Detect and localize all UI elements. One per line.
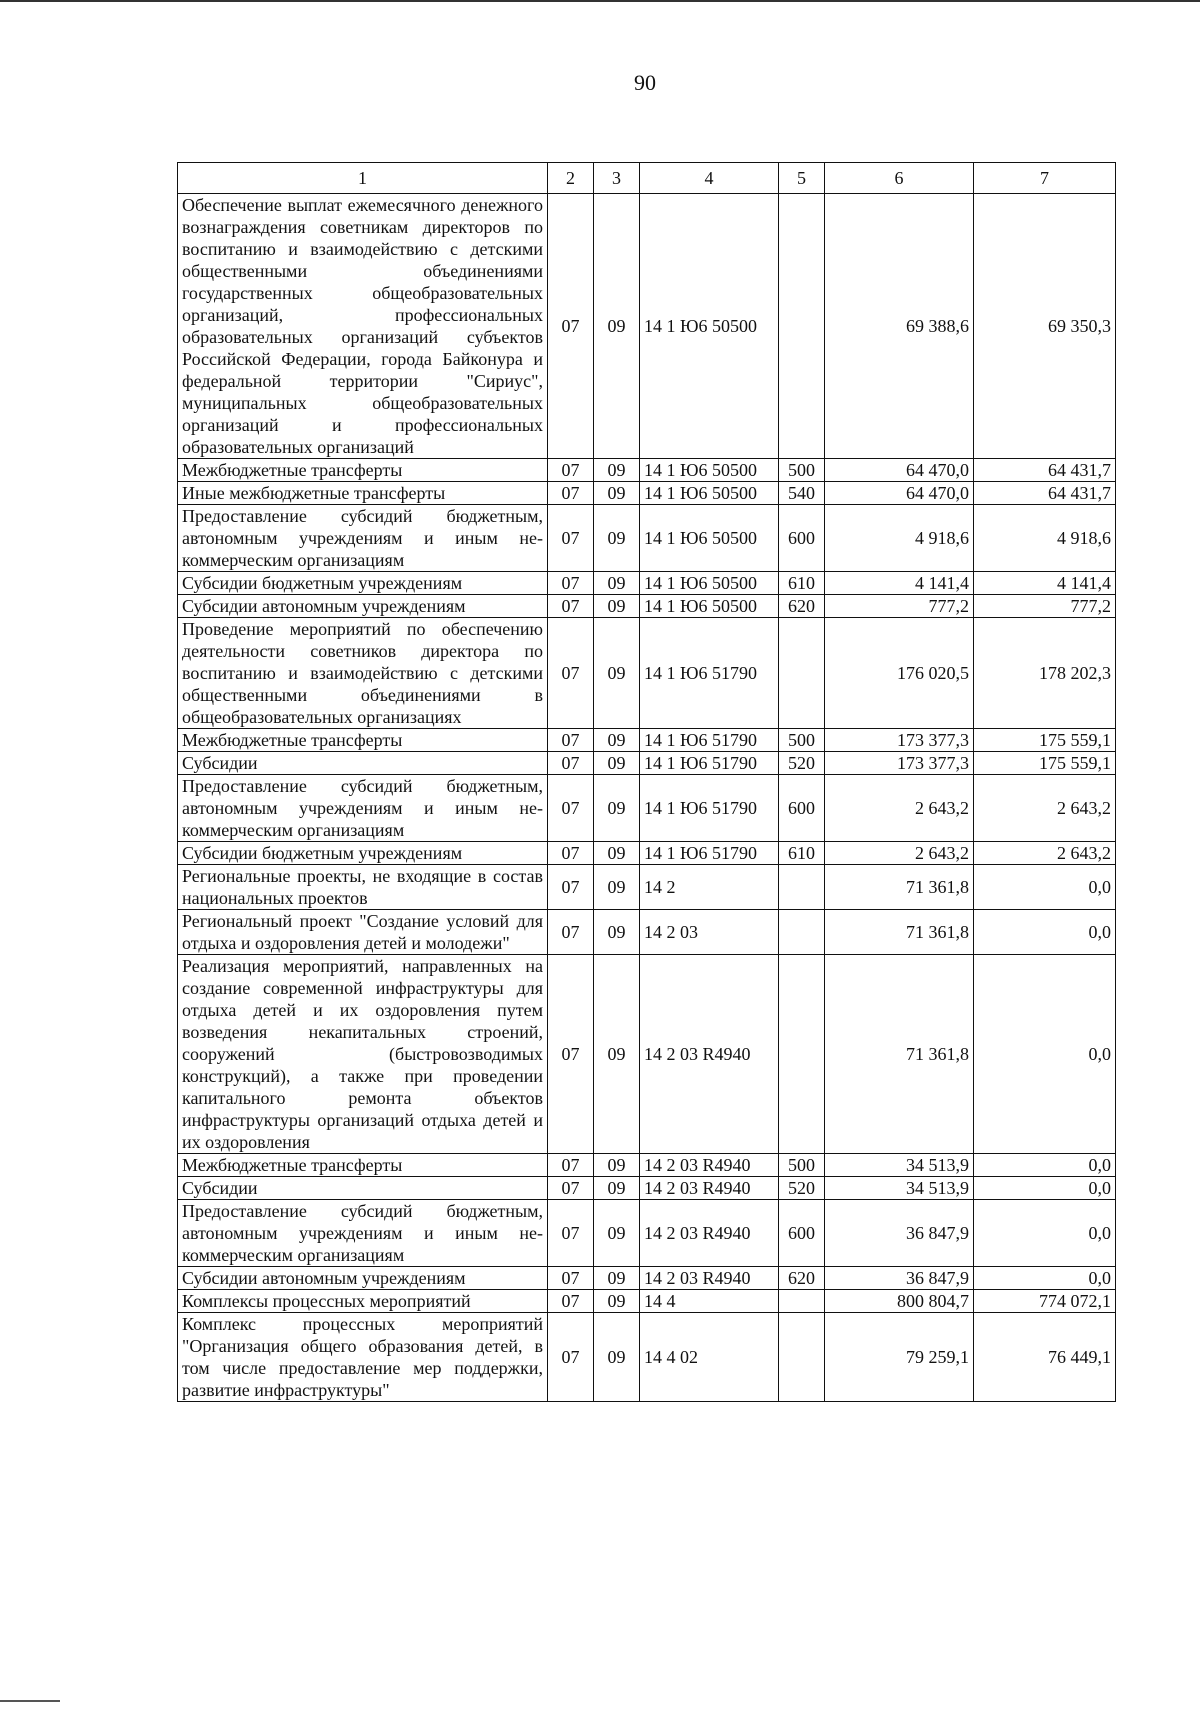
subsection-code-cell: 09 xyxy=(594,1290,640,1313)
row-name-cell: Межбюджетные трансферты xyxy=(178,459,548,482)
expense-type-cell: 520 xyxy=(779,1177,825,1200)
target-article-cell: 14 1 Ю6 51790 xyxy=(640,752,779,775)
row-name-cell: Предоставление субсидий бюджетным, автономным учреждениям и иным некоммерческим организациям xyxy=(178,775,548,842)
row-name-cell: Субсидии автономным учреждениям xyxy=(178,595,548,618)
amount-col7-cell: 175 559,1 xyxy=(974,729,1116,752)
row-name-cell: Обеспечение выплат ежемесячного денежного вознаграждения советникам директоров по воспитанию и взаимодействию с детскими общественными объединениями государственных общеобразовательных организаций, профессиональных образовательных организаций субъектов Российской Федерации, города Байконура и федеральной территории "Сириус", муниципальных общеобразовательных организаций и профессиональных образовательных организаций xyxy=(178,194,548,459)
subsection-code-cell: 09 xyxy=(594,955,640,1154)
target-article-cell: 14 1 Ю6 50500 xyxy=(640,572,779,595)
amount-col6-cell: 36 847,9 xyxy=(825,1267,974,1290)
amount-col6-cell: 173 377,3 xyxy=(825,729,974,752)
table-row xyxy=(178,1290,1116,1313)
subsection-code-cell: 09 xyxy=(594,194,640,459)
budget-table xyxy=(177,162,1116,1402)
row-name-cell: Комплекс процессных мероприятий "Организация общего образования детей, в том числе предоставление мер поддержки, развитие инфраструктуры" xyxy=(178,1313,548,1402)
section-code-cell: 07 xyxy=(548,595,594,618)
header-col-2: 2 xyxy=(548,163,594,194)
section-code-cell: 07 xyxy=(548,1290,594,1313)
expense-type-cell: 600 xyxy=(779,1200,825,1267)
table-row xyxy=(178,729,1116,752)
target-article-cell: 14 4 02 xyxy=(640,1313,779,1402)
subsection-code-cell: 09 xyxy=(594,505,640,572)
subsection-code-cell: 09 xyxy=(594,1267,640,1290)
section-code-cell: 07 xyxy=(548,955,594,1154)
subsection-code-cell: 09 xyxy=(594,618,640,729)
subsection-code-cell: 09 xyxy=(594,865,640,910)
header-col-5: 5 xyxy=(779,163,825,194)
amount-col6-cell: 64 470,0 xyxy=(825,482,974,505)
amount-col7-cell: 2 643,2 xyxy=(974,842,1116,865)
subsection-code-cell: 09 xyxy=(594,910,640,955)
expense-type-cell: 520 xyxy=(779,752,825,775)
expense-type-cell xyxy=(779,955,825,1154)
amount-col7-cell: 0,0 xyxy=(974,1267,1116,1290)
subsection-code-cell: 09 xyxy=(594,459,640,482)
target-article-cell: 14 2 03 R4940 xyxy=(640,1200,779,1267)
amount-col6-cell: 777,2 xyxy=(825,595,974,618)
expense-type-cell xyxy=(779,865,825,910)
table-row xyxy=(178,1267,1116,1290)
row-name-cell: Проведение мероприятий по обеспечению деятельности советников директора по воспитанию и взаимодействию с детскими общественными объединениями в общеобразовательных организациях xyxy=(178,618,548,729)
table-row xyxy=(178,572,1116,595)
row-name-cell: Субсидии бюджетным учреждениям xyxy=(178,572,548,595)
row-name-cell: Иные межбюджетные трансферты xyxy=(178,482,548,505)
row-name-cell: Субсидии автономным учреждениям xyxy=(178,1267,548,1290)
target-article-cell: 14 1 Ю6 50500 xyxy=(640,505,779,572)
section-code-cell: 07 xyxy=(548,842,594,865)
amount-col7-cell: 0,0 xyxy=(974,1200,1116,1267)
amount-col7-cell: 4 918,6 xyxy=(974,505,1116,572)
row-name-cell: Субсидии xyxy=(178,752,548,775)
amount-col6-cell: 79 259,1 xyxy=(825,1313,974,1402)
section-code-cell: 07 xyxy=(548,482,594,505)
table-row xyxy=(178,482,1116,505)
expense-type-cell: 620 xyxy=(779,595,825,618)
header-row xyxy=(178,163,1116,194)
amount-col6-cell: 2 643,2 xyxy=(825,842,974,865)
expense-type-cell: 610 xyxy=(779,572,825,595)
target-article-cell: 14 2 03 R4940 xyxy=(640,1154,779,1177)
section-code-cell: 07 xyxy=(548,910,594,955)
expense-type-cell xyxy=(779,1290,825,1313)
target-article-cell: 14 1 Ю6 50500 xyxy=(640,459,779,482)
section-code-cell: 07 xyxy=(548,618,594,729)
row-name-cell: Реализация мероприятий, направленных на создание современной инфраструктуры для отдыха детей и их оздоровления путем возведения некапитальных строений, сооружений (быстровозводимых конструкций), а также при проведении капитального ремонта объектов инфраструктуры организаций отдыха детей и их оздоровления xyxy=(178,955,548,1154)
expense-type-cell: 500 xyxy=(779,729,825,752)
table-row xyxy=(178,842,1116,865)
amount-col6-cell: 2 643,2 xyxy=(825,775,974,842)
table-row xyxy=(178,865,1116,910)
amount-col7-cell: 777,2 xyxy=(974,595,1116,618)
expense-type-cell: 500 xyxy=(779,1154,825,1177)
amount-col6-cell: 4 918,6 xyxy=(825,505,974,572)
table-header xyxy=(178,163,1116,194)
target-article-cell: 14 1 Ю6 51790 xyxy=(640,842,779,865)
amount-col6-cell: 71 361,8 xyxy=(825,865,974,910)
amount-col7-cell: 76 449,1 xyxy=(974,1313,1116,1402)
expense-type-cell: 500 xyxy=(779,459,825,482)
amount-col6-cell: 64 470,0 xyxy=(825,459,974,482)
subsection-code-cell: 09 xyxy=(594,482,640,505)
target-article-cell: 14 1 Ю6 51790 xyxy=(640,775,779,842)
table-row xyxy=(178,459,1116,482)
subsection-code-cell: 09 xyxy=(594,1200,640,1267)
header-col-6: 6 xyxy=(825,163,974,194)
table-row xyxy=(178,1177,1116,1200)
row-name-cell: Региональные проекты, не входящие в состав национальных проектов xyxy=(178,865,548,910)
amount-col6-cell: 34 513,9 xyxy=(825,1177,974,1200)
table-row xyxy=(178,618,1116,729)
section-code-cell: 07 xyxy=(548,505,594,572)
page-number: 90 xyxy=(634,70,656,95)
target-article-cell: 14 2 03 R4940 xyxy=(640,1177,779,1200)
amount-col7-cell: 64 431,7 xyxy=(974,459,1116,482)
table-row xyxy=(178,1154,1116,1177)
row-name-cell: Региональный проект "Создание условий для отдыха и оздоровления детей и молодежи" xyxy=(178,910,548,955)
target-article-cell: 14 1 Ю6 50500 xyxy=(640,194,779,459)
subsection-code-cell: 09 xyxy=(594,572,640,595)
subsection-code-cell: 09 xyxy=(594,752,640,775)
amount-col6-cell: 71 361,8 xyxy=(825,955,974,1154)
header-col-1: 1 xyxy=(178,163,548,194)
amount-col7-cell: 0,0 xyxy=(974,865,1116,910)
target-article-cell: 14 1 Ю6 50500 xyxy=(640,482,779,505)
subsection-code-cell: 09 xyxy=(594,842,640,865)
row-name-cell: Субсидии xyxy=(178,1177,548,1200)
subsection-code-cell: 09 xyxy=(594,1154,640,1177)
expense-type-cell xyxy=(779,1313,825,1402)
amount-col7-cell: 178 202,3 xyxy=(974,618,1116,729)
target-article-cell: 14 2 03 R4940 xyxy=(640,1267,779,1290)
scan-edge-bottom xyxy=(0,1700,60,1702)
amount-col7-cell: 774 072,1 xyxy=(974,1290,1116,1313)
row-name-cell: Комплексы процессных мероприятий xyxy=(178,1290,548,1313)
amount-col6-cell: 34 513,9 xyxy=(825,1154,974,1177)
amount-col7-cell: 0,0 xyxy=(974,910,1116,955)
section-code-cell: 07 xyxy=(548,865,594,910)
amount-col6-cell: 71 361,8 xyxy=(825,910,974,955)
section-code-cell: 07 xyxy=(548,1177,594,1200)
table-row xyxy=(178,955,1116,1154)
table-body xyxy=(178,194,1116,1402)
table-row xyxy=(178,910,1116,955)
table-row xyxy=(178,505,1116,572)
table-row xyxy=(178,752,1116,775)
amount-col7-cell: 2 643,2 xyxy=(974,775,1116,842)
expense-type-cell xyxy=(779,194,825,459)
table-row xyxy=(178,775,1116,842)
expense-type-cell: 540 xyxy=(779,482,825,505)
expense-type-cell: 620 xyxy=(779,1267,825,1290)
expense-type-cell: 600 xyxy=(779,775,825,842)
header-col-4: 4 xyxy=(640,163,779,194)
section-code-cell: 07 xyxy=(548,729,594,752)
target-article-cell: 14 1 Ю6 50500 xyxy=(640,595,779,618)
amount-col6-cell: 176 020,5 xyxy=(825,618,974,729)
target-article-cell: 14 2 03 R4940 xyxy=(640,955,779,1154)
amount-col7-cell: 0,0 xyxy=(974,955,1116,1154)
section-code-cell: 07 xyxy=(548,194,594,459)
subsection-code-cell: 09 xyxy=(594,1177,640,1200)
expense-type-cell xyxy=(779,618,825,729)
table-row xyxy=(178,1200,1116,1267)
amount-col6-cell: 800 804,7 xyxy=(825,1290,974,1313)
target-article-cell: 14 1 Ю6 51790 xyxy=(640,729,779,752)
target-article-cell: 14 4 xyxy=(640,1290,779,1313)
section-code-cell: 07 xyxy=(548,1200,594,1267)
amount-col7-cell: 0,0 xyxy=(974,1177,1116,1200)
expense-type-cell xyxy=(779,910,825,955)
amount-col6-cell: 69 388,6 xyxy=(825,194,974,459)
table-row xyxy=(178,1313,1116,1402)
subsection-code-cell: 09 xyxy=(594,775,640,842)
amount-col6-cell: 36 847,9 xyxy=(825,1200,974,1267)
section-code-cell: 07 xyxy=(548,459,594,482)
row-name-cell: Межбюджетные трансферты xyxy=(178,729,548,752)
expense-type-cell: 600 xyxy=(779,505,825,572)
section-code-cell: 07 xyxy=(548,1267,594,1290)
target-article-cell: 14 2 03 xyxy=(640,910,779,955)
subsection-code-cell: 09 xyxy=(594,729,640,752)
section-code-cell: 07 xyxy=(548,1313,594,1402)
section-code-cell: 07 xyxy=(548,752,594,775)
amount-col6-cell: 173 377,3 xyxy=(825,752,974,775)
amount-col6-cell: 4 141,4 xyxy=(825,572,974,595)
target-article-cell: 14 2 xyxy=(640,865,779,910)
section-code-cell: 07 xyxy=(548,775,594,842)
table-row xyxy=(178,595,1116,618)
amount-col7-cell: 0,0 xyxy=(974,1154,1116,1177)
expense-type-cell: 610 xyxy=(779,842,825,865)
amount-col7-cell: 175 559,1 xyxy=(974,752,1116,775)
row-name-cell: Субсидии бюджетным учреждениям xyxy=(178,842,548,865)
subsection-code-cell: 09 xyxy=(594,1313,640,1402)
section-code-cell: 07 xyxy=(548,572,594,595)
header-col-7: 7 xyxy=(974,163,1116,194)
row-name-cell: Предоставление субсидий бюджетным, автономным учреждениям и иным некоммерческим организациям xyxy=(178,505,548,572)
row-name-cell: Предоставление субсидий бюджетным, автономным учреждениям и иным некоммерческим организациям xyxy=(178,1200,548,1267)
target-article-cell: 14 1 Ю6 51790 xyxy=(640,618,779,729)
amount-col7-cell: 4 141,4 xyxy=(974,572,1116,595)
subsection-code-cell: 09 xyxy=(594,595,640,618)
header-col-3: 3 xyxy=(594,163,640,194)
amount-col7-cell: 69 350,3 xyxy=(974,194,1116,459)
section-code-cell: 07 xyxy=(548,1154,594,1177)
row-name-cell: Межбюджетные трансферты xyxy=(178,1154,548,1177)
table-row xyxy=(178,194,1116,459)
scan-edge-top xyxy=(0,0,1200,2)
amount-col7-cell: 64 431,7 xyxy=(974,482,1116,505)
